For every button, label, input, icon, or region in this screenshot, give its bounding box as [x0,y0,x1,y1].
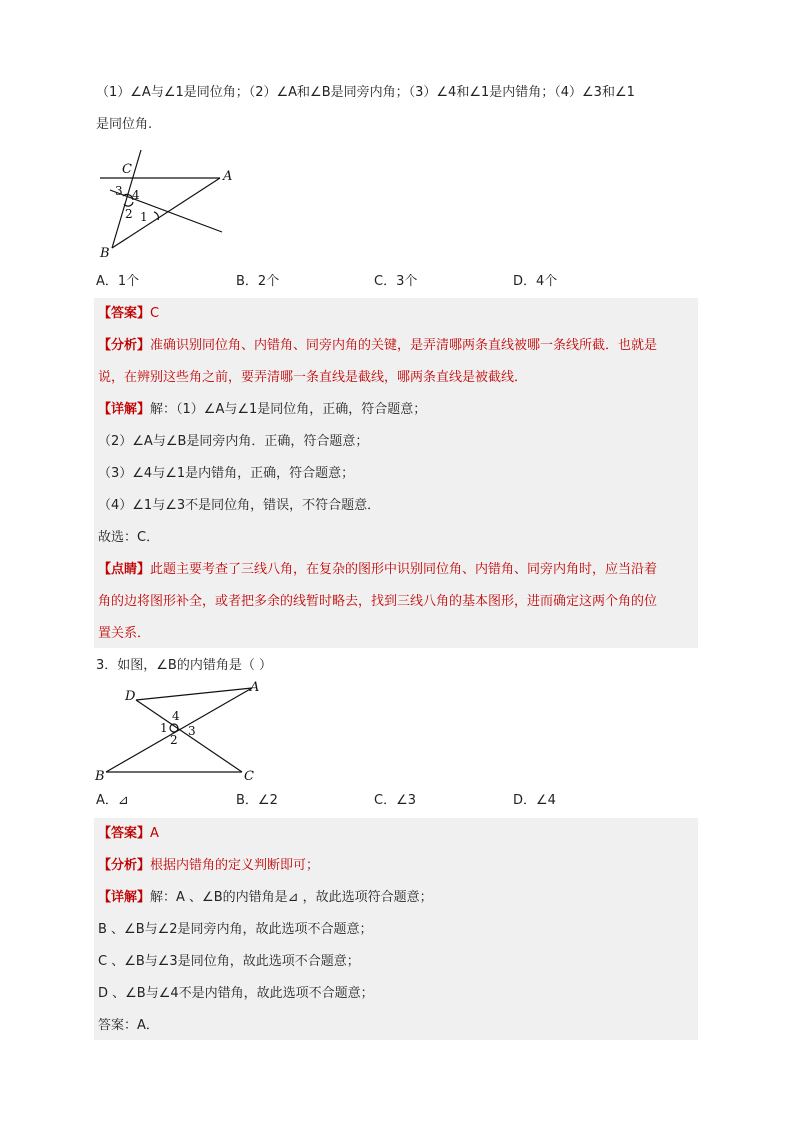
q2-option-d[interactable]: D．4个 [513,274,558,289]
q3-analysis-row [98,856,319,876]
q3-label-3: 3 [188,724,196,738]
q2-label-b: B [100,246,110,261]
q3-label-a: A [250,680,260,695]
q2-comment-text-3: 置关系． [98,626,151,641]
q2-detail-row [98,400,426,420]
q3-detail-line-1: 解：A 、∠B的内错角是⊿ ，故此选项符合题意； [150,890,433,905]
q3-label-1: 1 [160,721,168,735]
q2-detail-line-5: 故选：C． [98,530,160,545]
q2-detail-line-2: （2）∠A与∠B是同旁内角．正确，符合题意； [98,434,369,449]
q3-options [96,791,696,811]
q3-label-2: 2 [170,733,178,747]
q3-option-a[interactable]: A．⊿ [96,793,129,808]
q2-comment-text-1: 此题主要考查了三线八角，在复杂的图形中识别同位角、内错角、同旁内角时，应当沿着 [150,562,658,577]
q2-label-2: 2 [125,207,133,221]
q2-analysis-row [98,336,657,356]
q3-detail-line-4: D 、∠B与∠4不是内错角，故此选项不合题意； [98,986,374,1001]
q3-label-4: 4 [172,709,180,723]
q2-option-a[interactable]: A．1个 [96,274,140,289]
q2-answer-value: C [150,306,160,321]
q2-figure [96,144,246,264]
q3-option-c[interactable]: C．∠3 [374,793,417,808]
q2-answer-tag: 【答案】 [98,306,151,321]
q3-detail-row [98,888,433,908]
q2-label-3: 3 [115,184,123,198]
q3-answer-row [98,824,159,844]
q3-detail-line-2: B 、∠B与∠2是同旁内角，故此选项不合题意； [98,922,373,937]
q3-detail-line-5: 答案：A． [98,1018,159,1033]
q2-stem-line-1: （1）∠A与∠1是同位角；（2）∠A和∠B是同旁内角；（3）∠4和∠1是内错角；（4）∠3和∠1 [96,85,635,100]
q2-label-a: A [223,169,233,184]
q2-option-b[interactable]: B．2个 [236,274,280,289]
q3-figure [92,678,272,788]
q2-comment-tag: 【点睛】 [98,562,151,577]
q3-label-d: D [125,689,136,704]
q3-label-c: C [244,769,254,784]
q2-analysis-text-1: 准确识别同位角、内错角、同旁内角的关键，是弄清哪两条直线被哪一条线所截．也就是 [150,338,658,353]
q2-analysis-tag: 【分析】 [98,338,151,353]
q3-detail-tag: 【详解】 [98,890,151,905]
q2-options [96,272,696,292]
q2-option-c[interactable]: C．3个 [374,274,418,289]
q2-comment-text-2: 角的边将图形补全，或者把多余的线暂时略去，找到三线八角的基本图形，进而确定这两个角的位 [98,594,658,609]
q2-stem-line-2: 是同位角. [96,117,153,132]
q2-label-1: 1 [140,210,148,224]
q2-detail-line-4: （4）∠1与∠3不是同位角，错误，不符合题意． [98,498,381,513]
q3-answer-tag: 【答案】 [98,826,151,841]
q2-analysis-text-2: 说，在辨别这些角之前，要弄清哪一条直线是截线，哪两条直线是被截线． [98,370,528,385]
q3-analysis-text: 根据内错角的定义判断即可； [150,858,320,873]
q3-stem: 3．如图，∠B的内错角是（ ） [96,658,272,673]
q2-detail-line-3: （3）∠4与∠1是内错角，正确，符合题意； [98,466,355,481]
q3-label-b: B [95,769,105,784]
q2-answer-row [98,304,159,324]
q2-detail-line-1: 解：（1）∠A与∠1是同位角，正确，符合题意； [150,402,427,417]
q3-answer-value: A [150,826,159,841]
q3-analysis-tag: 【分析】 [98,858,151,873]
q2-label-c: C [122,162,132,177]
q2-label-4: 4 [132,188,140,202]
q3-option-b[interactable]: B．∠2 [236,793,278,808]
q3-option-d[interactable]: D．∠4 [513,793,556,808]
q2-detail-tag: 【详解】 [98,402,151,417]
q2-comment-row [98,560,657,580]
q3-detail-line-3: C 、∠B与∠3是同位角，故此选项不合题意； [98,954,360,969]
